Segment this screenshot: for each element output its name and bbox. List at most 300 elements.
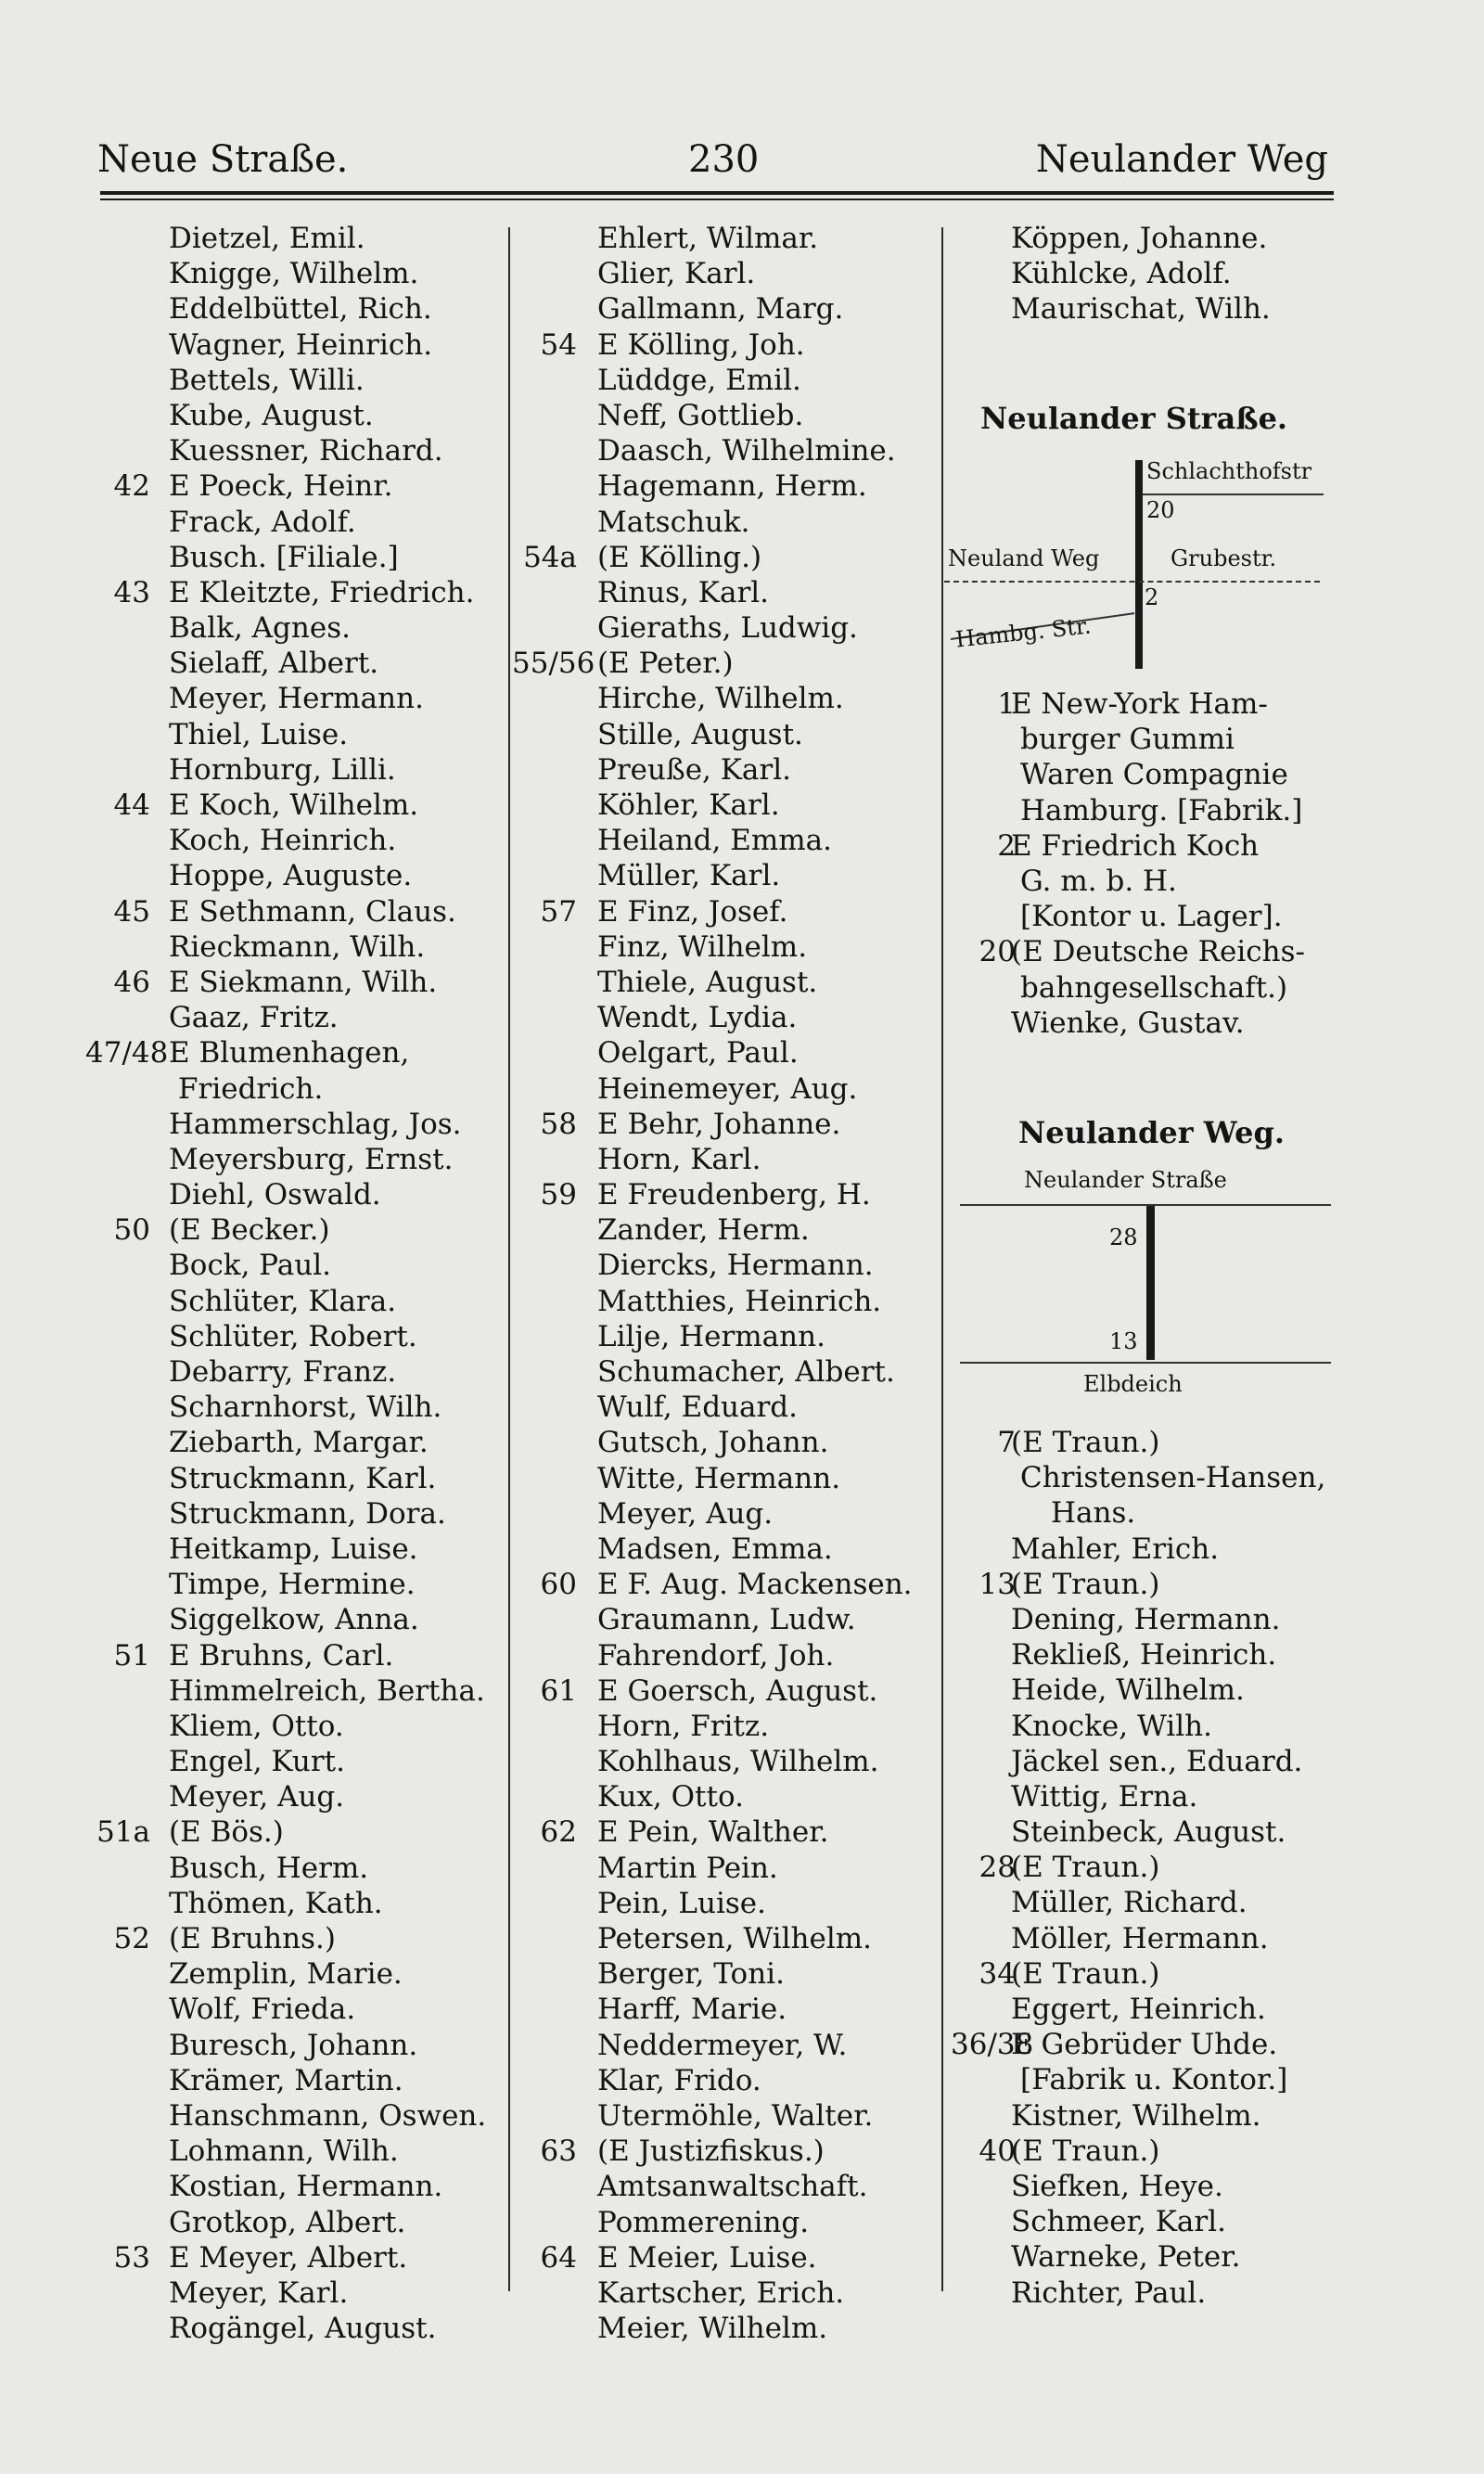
resident-name: (E Traun.) bbox=[1011, 1851, 1160, 1885]
directory-entry bbox=[951, 2098, 1345, 2134]
diagram-label-neulander-strasse: Neulander Straße bbox=[1024, 1167, 1227, 1193]
directory-entry bbox=[951, 1709, 1345, 1744]
directory-entry bbox=[85, 2028, 503, 2063]
page-number: 230 bbox=[688, 138, 760, 181]
resident-name: Buresch, Johann. bbox=[169, 2028, 418, 2062]
resident-name: Möller, Hermann. bbox=[1011, 1921, 1269, 1955]
resident-name: Friedrich. bbox=[178, 1071, 324, 1106]
resident-name: Waren Compagnie bbox=[1020, 758, 1288, 792]
house-number: 40 bbox=[979, 2134, 1016, 2168]
resident-name: Wolf, Frieda. bbox=[169, 1993, 356, 2027]
resident-name: (E Kölling.) bbox=[597, 540, 762, 574]
resident-name: Madsen, Emma. bbox=[597, 1532, 833, 1566]
directory-entry bbox=[951, 1992, 1345, 2027]
resident-name: [Kontor u. Lager]. bbox=[1020, 900, 1283, 934]
resident-name: Harff, Marie. bbox=[597, 1993, 787, 2027]
resident-name: Amtsanwaltschaft. bbox=[597, 2170, 868, 2204]
directory-entry bbox=[85, 1000, 503, 1035]
resident-name: Müller, Karl. bbox=[597, 859, 781, 893]
directory-entry bbox=[85, 1461, 503, 1496]
diagram-number-bottom: 2 bbox=[1145, 584, 1159, 610]
resident-name: Dening, Hermann. bbox=[1011, 1602, 1281, 1636]
diagram-label-grubestr: Grubestr. bbox=[1171, 545, 1277, 571]
resident-name: Sielaff, Albert. bbox=[169, 647, 379, 681]
directory-entry bbox=[512, 2311, 939, 2346]
directory-entry bbox=[512, 2169, 939, 2204]
resident-name: Busch. [Filiale.] bbox=[169, 540, 399, 574]
resident-name: Preuße, Karl. bbox=[597, 752, 791, 787]
directory-entry bbox=[85, 646, 503, 681]
directory-entry bbox=[85, 1212, 503, 1248]
resident-name: Hoppe, Auguste. bbox=[169, 859, 413, 893]
directory-entry bbox=[85, 363, 503, 398]
resident-name: Jäckel sen., Eduard. bbox=[1011, 1744, 1303, 1778]
resident-name: Finz, Wilhelm. bbox=[597, 929, 808, 964]
resident-name: Wienke, Gustav. bbox=[1011, 1006, 1245, 1040]
directory-entry bbox=[951, 1425, 1345, 1460]
directory-entry bbox=[512, 1319, 939, 1354]
directory-entry bbox=[85, 1638, 503, 1673]
resident-name: E Bruhns, Carl. bbox=[169, 1638, 394, 1673]
directory-entry bbox=[951, 970, 1345, 1006]
directory-entry bbox=[85, 1035, 503, 1070]
house-number: 50 bbox=[113, 1213, 150, 1248]
directory-entry bbox=[512, 1000, 939, 1035]
resident-name: Schlüter, Klara. bbox=[169, 1284, 397, 1318]
resident-name: burger Gummi bbox=[1020, 723, 1235, 757]
directory-entry bbox=[85, 823, 503, 858]
directory-entry bbox=[512, 717, 939, 752]
house-number: 52 bbox=[113, 1922, 150, 1955]
diagram-top-line bbox=[960, 1204, 1331, 1206]
resident-name: Petersen, Wilhelm. bbox=[597, 1922, 872, 1955]
directory-entry bbox=[512, 1532, 939, 1567]
directory-entry bbox=[951, 2169, 1345, 2204]
house-number: 54a bbox=[523, 540, 577, 574]
resident-name: Knigge, Wilhelm. bbox=[169, 257, 419, 291]
resident-name: Schumacher, Albert. bbox=[597, 1355, 895, 1389]
directory-entry bbox=[512, 2063, 939, 2098]
resident-name: E Poeck, Heinr. bbox=[169, 469, 393, 504]
directory-entry bbox=[951, 1779, 1345, 1814]
directory-entry bbox=[951, 2239, 1345, 2275]
resident-name: Frack, Adolf. bbox=[169, 505, 356, 539]
directory-entry bbox=[512, 1567, 939, 1602]
header-rule bbox=[100, 191, 1334, 195]
directory-entry bbox=[85, 965, 503, 1000]
resident-name: Heitkamp, Luise. bbox=[169, 1532, 418, 1566]
resident-name: (E Deutsche Reichs- bbox=[1011, 935, 1305, 969]
directory-entry bbox=[85, 929, 503, 965]
resident-name: Meyer, Hermann. bbox=[169, 682, 424, 716]
directory-entry bbox=[85, 1921, 503, 1956]
directory-entry bbox=[512, 1779, 939, 1814]
house-number: 36/38 bbox=[951, 2028, 1034, 2062]
house-number: 43 bbox=[113, 575, 150, 609]
directory-entry bbox=[85, 1354, 503, 1390]
directory-entry bbox=[951, 864, 1345, 899]
directory-entry bbox=[512, 1921, 939, 1956]
house-number: 45 bbox=[113, 894, 150, 929]
directory-entry bbox=[85, 717, 503, 752]
resident-name: E Blumenhagen, bbox=[169, 1036, 410, 1070]
directory-entry bbox=[85, 610, 503, 646]
directory-entry bbox=[85, 2275, 503, 2311]
directory-entry bbox=[512, 823, 939, 858]
resident-name: G. m. b. H. bbox=[1020, 864, 1177, 898]
resident-name: Struckmann, Dora. bbox=[169, 1496, 446, 1531]
directory-entry bbox=[512, 1673, 939, 1709]
directory-entry bbox=[512, 646, 939, 681]
resident-name: Oelgart, Paul. bbox=[597, 1036, 799, 1070]
directory-entry bbox=[951, 1814, 1345, 1850]
directory-entry bbox=[951, 1567, 1345, 1602]
resident-name: Krämer, Martin. bbox=[169, 2063, 403, 2097]
directory-entry bbox=[85, 1673, 503, 1709]
directory-entry bbox=[951, 2275, 1345, 2311]
resident-name: Berger, Toni. bbox=[597, 1957, 785, 1992]
house-number: 34 bbox=[979, 1956, 1016, 1991]
resident-name: Gieraths, Ludwig. bbox=[597, 611, 858, 646]
directory-entry bbox=[512, 1142, 939, 1177]
directory-entry bbox=[512, 1354, 939, 1390]
resident-name: Kostian, Hermann. bbox=[169, 2170, 443, 2204]
resident-name: Thiele, August. bbox=[597, 965, 818, 999]
resident-name: Hornburg, Lilli. bbox=[169, 752, 396, 787]
house-number: 51a bbox=[96, 1815, 150, 1850]
house-number: 1 bbox=[997, 687, 1016, 721]
directory-entry bbox=[951, 793, 1345, 828]
resident-name: Fahrendorf, Joh. bbox=[597, 1638, 835, 1673]
directory-entry bbox=[85, 1425, 503, 1460]
house-number: 2 bbox=[997, 828, 1016, 863]
resident-name: (E Bruhns.) bbox=[169, 1922, 336, 1955]
resident-name: Thiel, Luise. bbox=[169, 717, 349, 751]
directory-entry bbox=[951, 2134, 1345, 2169]
resident-name: Eggert, Heinrich. bbox=[1011, 1993, 1266, 2026]
house-number: 59 bbox=[540, 1178, 577, 1212]
directory-entry bbox=[512, 1248, 939, 1283]
resident-name: Debarry, Franz. bbox=[169, 1355, 397, 1389]
directory-entry bbox=[512, 1212, 939, 1248]
resident-name: Hans. bbox=[1051, 1496, 1136, 1531]
directory-entry bbox=[951, 934, 1345, 969]
directory-entry bbox=[85, 1284, 503, 1319]
resident-name: Pommerening. bbox=[597, 2205, 810, 2239]
directory-entry bbox=[512, 1992, 939, 2027]
resident-name: E Meyer, Albert. bbox=[169, 2240, 408, 2275]
resident-name: E Gebrüder Uhde. bbox=[1011, 2028, 1278, 2062]
resident-name: Bettels, Willi. bbox=[169, 363, 365, 397]
directory-entry bbox=[512, 2275, 939, 2311]
directory-entry bbox=[512, 681, 939, 716]
resident-name: Timpe, Hermine. bbox=[169, 1568, 416, 1602]
directory-entry bbox=[951, 2204, 1345, 2239]
resident-name: Hammerschlag, Jos. bbox=[169, 1107, 462, 1141]
house-number: 42 bbox=[113, 469, 150, 504]
resident-name: Himmelreich, Bertha. bbox=[169, 1673, 485, 1708]
directory-entry bbox=[512, 2098, 939, 2134]
directory-entry bbox=[512, 398, 939, 433]
directory-entry bbox=[85, 1107, 503, 1142]
directory-entry bbox=[951, 221, 1345, 256]
directory-entry bbox=[85, 468, 503, 504]
entries-neulander-strasse bbox=[951, 686, 1345, 1041]
directory-entry bbox=[85, 221, 503, 256]
directory-entry bbox=[951, 1956, 1345, 1992]
resident-name: Meyer, Aug. bbox=[169, 1780, 345, 1814]
directory-entry bbox=[512, 1390, 939, 1425]
directory-entry bbox=[951, 291, 1345, 327]
directory-entry bbox=[85, 858, 503, 893]
resident-name: Daasch, Wilhelmine. bbox=[597, 434, 896, 468]
directory-entry bbox=[951, 1921, 1345, 1956]
resident-name: Scharnhorst, Wilh. bbox=[169, 1391, 442, 1425]
directory-entry bbox=[512, 1956, 939, 1992]
directory-entry bbox=[951, 1532, 1345, 1567]
directory-entry bbox=[85, 752, 503, 788]
resident-name: Horn, Fritz. bbox=[597, 1709, 770, 1743]
resident-name: Matthies, Heinrich. bbox=[597, 1284, 882, 1318]
diagram-cross-street-dashed bbox=[944, 581, 1320, 583]
directory-entry bbox=[512, 2134, 939, 2169]
directory-entry bbox=[85, 1532, 503, 1567]
header-rule-thin bbox=[100, 199, 1334, 200]
directory-entry bbox=[512, 610, 939, 646]
directory-entry bbox=[951, 256, 1345, 291]
directory-entry bbox=[951, 899, 1345, 934]
directory-entry bbox=[512, 468, 939, 504]
directory-entry bbox=[85, 2063, 503, 2098]
directory-entry bbox=[951, 686, 1345, 722]
resident-name: Horn, Karl. bbox=[597, 1142, 761, 1176]
resident-name: (E Justizfiskus.) bbox=[597, 2134, 825, 2169]
directory-entry bbox=[951, 1006, 1345, 1041]
resident-name: Koch, Heinrich. bbox=[169, 824, 397, 858]
directory-entry bbox=[85, 1956, 503, 1992]
resident-name: Kistner, Wilhelm. bbox=[1011, 2098, 1261, 2133]
resident-name: Maurischat, Wilh. bbox=[1011, 292, 1271, 327]
diagram-number-28: 28 bbox=[1109, 1224, 1138, 1250]
resident-name: Wittig, Erna. bbox=[1011, 1779, 1198, 1814]
diagram-main-street-bar bbox=[1135, 460, 1143, 669]
directory-entry bbox=[512, 894, 939, 929]
house-number: 20 bbox=[979, 935, 1016, 969]
resident-name: Richter, Paul. bbox=[1011, 2275, 1207, 2310]
house-number: 47/48 bbox=[85, 1036, 169, 1070]
resident-name: Gutsch, Johann. bbox=[597, 1426, 829, 1460]
resident-name: Wagner, Heinrich. bbox=[169, 327, 433, 362]
resident-name: Müller, Richard. bbox=[1011, 1886, 1247, 1920]
house-number: 64 bbox=[540, 2240, 577, 2275]
house-number: 46 bbox=[113, 965, 150, 999]
resident-name: E Pein, Walther. bbox=[597, 1815, 829, 1850]
directory-entry bbox=[951, 1602, 1345, 1637]
resident-name: Hamburg. [Fabrik.] bbox=[1020, 793, 1303, 827]
resident-name: E Behr, Johanne. bbox=[597, 1107, 841, 1141]
directory-entry bbox=[85, 327, 503, 363]
house-number: 55/56 bbox=[512, 647, 595, 681]
resident-name: Christensen-Hansen, bbox=[1020, 1461, 1326, 1495]
directory-entry bbox=[85, 1496, 503, 1532]
resident-name: [Fabrik u. Kontor.] bbox=[1020, 2063, 1288, 2097]
resident-name: Engel, Kurt. bbox=[169, 1745, 345, 1779]
resident-name: Grotkop, Albert. bbox=[169, 2205, 406, 2239]
resident-name: Eddelbüttel, Rich. bbox=[169, 292, 432, 327]
resident-name: Neddermeyer, W. bbox=[597, 2028, 848, 2062]
directory-entry bbox=[85, 1851, 503, 1886]
resident-name: Kuessner, Richard. bbox=[169, 434, 443, 468]
directory-entry bbox=[85, 2169, 503, 2204]
resident-name: Witte, Hermann. bbox=[597, 1461, 841, 1495]
resident-name: E Freudenberg, H. bbox=[597, 1178, 871, 1212]
resident-name: Rieckmann, Wilh. bbox=[169, 929, 426, 964]
diagram-street-bar bbox=[1146, 1206, 1155, 1360]
resident-name: Ehlert, Wilmar. bbox=[597, 222, 819, 255]
running-head-right: Neulander Weg bbox=[1035, 138, 1328, 181]
resident-name: Kühlcke, Adolf. bbox=[1011, 257, 1232, 291]
directory-entry bbox=[512, 1284, 939, 1319]
column-neue-strasse bbox=[85, 221, 503, 2346]
directory-entry bbox=[512, 858, 939, 893]
diagram-label-elbdeich: Elbdeich bbox=[1083, 1371, 1183, 1397]
directory-entry bbox=[512, 1107, 939, 1142]
column-divider-2 bbox=[941, 227, 943, 2291]
resident-name: Meyer, Karl. bbox=[169, 2275, 349, 2310]
directory-entry bbox=[512, 1035, 939, 1070]
directory-entry bbox=[512, 291, 939, 327]
directory-entry bbox=[951, 722, 1345, 757]
diagram-number-13: 13 bbox=[1109, 1328, 1138, 1354]
directory-entry bbox=[951, 1637, 1345, 1673]
resident-name: Hirche, Wilhelm. bbox=[597, 682, 844, 716]
directory-entry bbox=[512, 1814, 939, 1850]
resident-name: Lüddge, Emil. bbox=[597, 363, 801, 397]
house-number: 13 bbox=[979, 1567, 1016, 1601]
resident-name: E Meier, Luise. bbox=[597, 2240, 817, 2275]
directory-entry bbox=[512, 1496, 939, 1532]
resident-name: Balk, Agnes. bbox=[169, 611, 351, 646]
directory-entry bbox=[512, 1071, 939, 1107]
resident-name: Martin Pein. bbox=[597, 1851, 778, 1885]
resident-name: Kliem, Otto. bbox=[169, 1709, 344, 1743]
directory-entry bbox=[512, 1886, 939, 1921]
section-title-neulander-strasse: Neulander Straße. bbox=[980, 401, 1288, 436]
resident-name: Hagemann, Herm. bbox=[597, 469, 867, 504]
diagram-bottom-line bbox=[960, 1362, 1331, 1364]
resident-name: Rekließ, Heinrich. bbox=[1011, 1638, 1277, 1673]
house-number: 54 bbox=[540, 327, 577, 362]
directory-entry bbox=[85, 1779, 503, 1814]
resident-name: Siggelkow, Anna. bbox=[169, 1603, 419, 1637]
directory-entry bbox=[85, 1602, 503, 1637]
directory-entry bbox=[85, 398, 503, 433]
running-head-left: Neue Straße. bbox=[97, 138, 349, 181]
resident-name: Meier, Wilhelm. bbox=[597, 2312, 828, 2346]
resident-name: E New-York Ham- bbox=[1011, 687, 1268, 721]
directory-entry bbox=[512, 540, 939, 575]
directory-entry bbox=[512, 363, 939, 398]
directory-entry bbox=[951, 1744, 1345, 1779]
resident-name: Kartscher, Erich. bbox=[597, 2275, 845, 2310]
column-divider-1 bbox=[508, 227, 510, 2291]
resident-name: Köhler, Karl. bbox=[597, 788, 780, 822]
resident-name: bahngesellschaft.) bbox=[1020, 970, 1288, 1005]
house-number: 61 bbox=[540, 1673, 577, 1708]
directory-entry bbox=[85, 1744, 503, 1779]
diagram-label-hambg-str: Hambg. Str. bbox=[953, 612, 1093, 653]
resident-name: Rinus, Karl. bbox=[597, 575, 770, 609]
directory-entry bbox=[85, 1992, 503, 2027]
resident-name: Lohmann, Wilh. bbox=[169, 2134, 399, 2169]
section-title-neulander-weg: Neulander Weg. bbox=[1018, 1115, 1285, 1150]
resident-name: Warneke, Peter. bbox=[1011, 2240, 1241, 2275]
resident-name: Zander, Herm. bbox=[597, 1213, 810, 1248]
resident-name: E Goersch, August. bbox=[597, 1673, 878, 1708]
resident-name: Stille, August. bbox=[597, 717, 803, 751]
resident-name: Siefken, Heye. bbox=[1011, 2169, 1223, 2203]
directory-entry bbox=[512, 965, 939, 1000]
directory-entry bbox=[951, 1460, 1345, 1495]
resident-name: Lilje, Hermann. bbox=[597, 1319, 825, 1353]
resident-name: Hanschmann, Oswen. bbox=[169, 2098, 487, 2133]
house-number: 57 bbox=[540, 894, 577, 929]
directory-entry bbox=[85, 1390, 503, 1425]
house-number: 53 bbox=[113, 2240, 150, 2275]
directory-entry bbox=[85, 1814, 503, 1850]
directory-entry bbox=[85, 1319, 503, 1354]
directory-entry bbox=[85, 256, 503, 291]
directory-entry bbox=[85, 894, 503, 929]
house-number: 28 bbox=[979, 1851, 1016, 1885]
resident-name: (E Traun.) bbox=[1011, 1426, 1160, 1459]
directory-entry bbox=[512, 1602, 939, 1637]
resident-name: (E Traun.) bbox=[1011, 2134, 1160, 2168]
directory-entry bbox=[85, 2311, 503, 2346]
resident-name: Mahler, Erich. bbox=[1011, 1532, 1220, 1566]
directory-entry bbox=[512, 327, 939, 363]
directory-entry bbox=[512, 1425, 939, 1460]
directory-entry bbox=[512, 433, 939, 468]
directory-entry bbox=[85, 1142, 503, 1177]
diagram-label-schlachthofstr: Schlachthofstr bbox=[1146, 458, 1312, 484]
directory-entry bbox=[951, 2062, 1345, 2097]
resident-name: Busch, Herm. bbox=[169, 1851, 369, 1885]
directory-entry bbox=[512, 2205, 939, 2240]
resident-name: Klar, Frido. bbox=[597, 2063, 761, 2097]
resident-name: E Kleitzte, Friedrich. bbox=[169, 575, 475, 609]
directory-entry bbox=[85, 1567, 503, 1602]
resident-name: Wulf, Eduard. bbox=[597, 1391, 799, 1425]
resident-name: Ziebarth, Margar. bbox=[169, 1426, 429, 1460]
directory-entry bbox=[512, 2028, 939, 2063]
directory-entry bbox=[951, 2027, 1345, 2062]
resident-name: Matschuk. bbox=[597, 505, 750, 539]
resident-name: Knocke, Wilh. bbox=[1011, 1709, 1212, 1743]
directory-entry bbox=[951, 1850, 1345, 1885]
directory-entry bbox=[85, 291, 503, 327]
resident-name: Heiland, Emma. bbox=[597, 824, 832, 858]
resident-name: Pein, Luise. bbox=[597, 1886, 766, 1920]
resident-name: Neff, Gottlieb. bbox=[597, 398, 804, 432]
resident-name: Glier, Karl. bbox=[597, 257, 756, 291]
directory-entry bbox=[85, 1071, 503, 1107]
directory-entry bbox=[85, 1177, 503, 1212]
column-middle bbox=[512, 221, 939, 2346]
resident-name: (E Becker.) bbox=[169, 1213, 330, 1248]
resident-name: Heide, Wilhelm. bbox=[1011, 1673, 1245, 1708]
house-number: 58 bbox=[540, 1107, 577, 1141]
